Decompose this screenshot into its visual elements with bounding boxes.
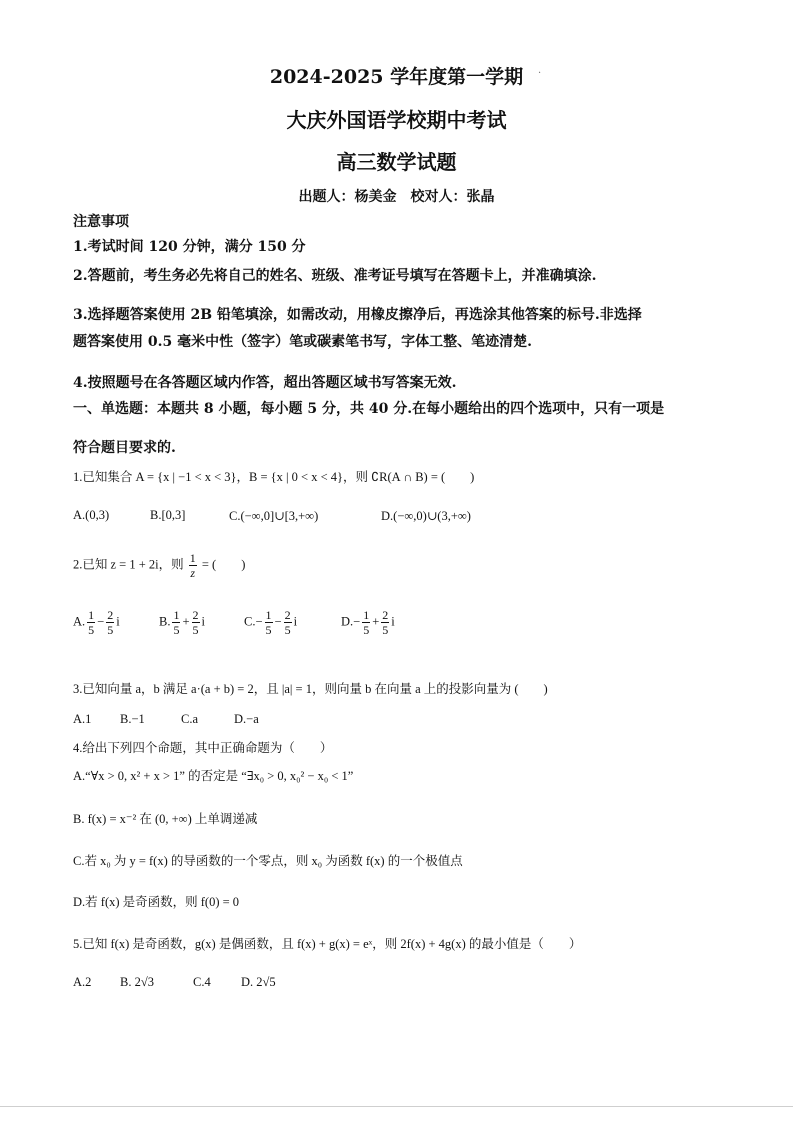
note-1: 1.考试时间 120 分钟，满分 150 分	[73, 239, 306, 255]
q3-option-c: C.a	[181, 712, 199, 726]
question-1-stem: 1.已知集合 A = {x | −1 < x < 3}，B = {x | 0 < x < 4}，则 ∁R(A ∩ B) = ( )	[73, 470, 475, 484]
section-heading-line1: 一、单选题：本题共 8 小题，每小题 5 分，共 40 分.在每小题给出的四个选项中，只有一项是	[73, 401, 665, 417]
frac	[362, 609, 370, 636]
exam-term-title: 2024-2025 学年度第一学期	[269, 66, 524, 88]
den: 5	[284, 623, 291, 637]
q2-b-label: B.	[159, 614, 171, 629]
imag-unit: i	[116, 614, 120, 629]
frac	[106, 609, 114, 636]
frac	[192, 609, 200, 636]
authors-line: 出题人：杨美金 校对人：张晶	[298, 189, 495, 205]
q2-frac-den: z	[190, 566, 196, 580]
q2-option-a	[73, 609, 120, 636]
note-2: 2.答题前，考生务必先将自己的姓名、班级、准考证号填写在答题卡上，并准确填涂.	[73, 268, 597, 284]
question-2-stem	[73, 552, 245, 579]
num: 2	[382, 608, 389, 622]
q5-option-d: D. 2√5	[241, 975, 276, 989]
page-bottom-divider	[0, 1106, 793, 1107]
q4-option-b: B. f(x) = x⁻² 在 (0, +∞) 上单调递减	[73, 812, 258, 826]
q2-d-label: D.	[341, 614, 354, 629]
num: 1	[88, 608, 95, 622]
note-4: 4.按照题号在各答题区域内作答，超出答题区域书写答案无效.	[73, 375, 457, 391]
q2-a-label: A.	[73, 614, 86, 629]
note-3a: 3.选择题答案使用 2B 铅笔填涂，如需改动，用橡皮擦净后，再选涂其他答案的标号.非选择	[73, 307, 642, 323]
school-exam-title: 大庆外国语学校期中考试	[286, 108, 507, 132]
den: 5	[265, 623, 272, 637]
q2-fraction	[189, 552, 197, 579]
op: +	[182, 614, 190, 629]
q4-option-c: C.若 x₀ 为 y = f(x) 的导函数的一个零点，则 x₀ 为函数 f(x) 的一个极值点	[73, 854, 463, 868]
q2-option-d	[341, 609, 395, 636]
q1-option-c: C.(−∞,0]∪[3,+∞)	[229, 509, 319, 523]
q5-option-a: A.2	[73, 975, 92, 989]
den: 5	[382, 623, 389, 637]
q5-option-b: B. 2√3	[120, 975, 154, 989]
q5-option-c: C.4	[193, 975, 211, 989]
frac	[265, 609, 273, 636]
q3-option-d: D.−a	[234, 712, 259, 726]
frac	[172, 609, 180, 636]
question-4-stem: 4.给出下列四个命题，其中正确命题为（ ）	[73, 741, 333, 755]
imag-unit: i	[391, 614, 395, 629]
question-5-stem: 5.已知 f(x) 是奇函数，g(x) 是偶函数，且 f(x) + g(x) = eˣ，则 2f(x) + 4g(x) 的最小值是（ ）	[73, 937, 582, 951]
q1-option-d: D.(−∞,0)∪(3,+∞)	[381, 509, 471, 523]
subject-title: 高三数学试题	[336, 150, 457, 174]
note-3b: 题答案使用 0.5 毫米中性（签字）笔或碳素笔书写，字体工整、笔迹清楚.	[73, 334, 532, 350]
op: −	[274, 614, 282, 629]
den: 5	[88, 623, 95, 637]
num: 2	[192, 608, 199, 622]
q1-option-b: B.[0,3]	[150, 508, 186, 522]
imag-unit: i	[293, 614, 298, 629]
num: 1	[265, 608, 272, 622]
den: 5	[363, 623, 370, 637]
den: 5	[173, 623, 180, 637]
q3-option-a: A.1	[73, 712, 92, 726]
scan-speck: ·	[538, 68, 542, 79]
num: 2	[284, 608, 291, 622]
op: −	[353, 614, 361, 629]
q3-option-b: B.−1	[120, 712, 145, 726]
q2-stem-pre: 2.已知 z = 1 + 2i，则	[73, 557, 184, 572]
num: 2	[107, 608, 114, 622]
notes-heading: 注意事项	[73, 214, 129, 230]
num: 1	[363, 608, 370, 622]
q2-option-c	[244, 609, 297, 636]
op: −	[97, 614, 105, 629]
num: 1	[173, 608, 180, 622]
section-heading-line2: 符合题目要求的.	[73, 440, 176, 456]
op: −	[255, 614, 263, 629]
frac	[284, 609, 292, 636]
q2-c-label: C.	[244, 614, 256, 629]
frac	[87, 609, 95, 636]
imag-unit: i	[201, 614, 206, 629]
q2-option-b	[159, 609, 205, 636]
q4-option-a: A.“∀x > 0, x² + x > 1” 的否定是 “∃x₀ > 0, x₀² − x₀ < 1”	[73, 769, 354, 783]
den: 5	[192, 623, 199, 637]
q4-option-d: D.若 f(x) 是奇函数，则 f(0) = 0	[73, 895, 240, 909]
q2-stem-post: = ( )	[201, 557, 246, 572]
op: +	[372, 614, 380, 629]
q2-frac-num: 1	[189, 551, 196, 565]
frac	[381, 609, 389, 636]
q1-option-a: A.(0,3)	[73, 508, 110, 522]
question-3-stem: 3.已知向量 a，b 满足 a·(a + b) = 2，且 |a| = 1，则向量 b 在向量 a 上的投影向量为 ( )	[73, 682, 548, 696]
den: 5	[107, 623, 114, 637]
